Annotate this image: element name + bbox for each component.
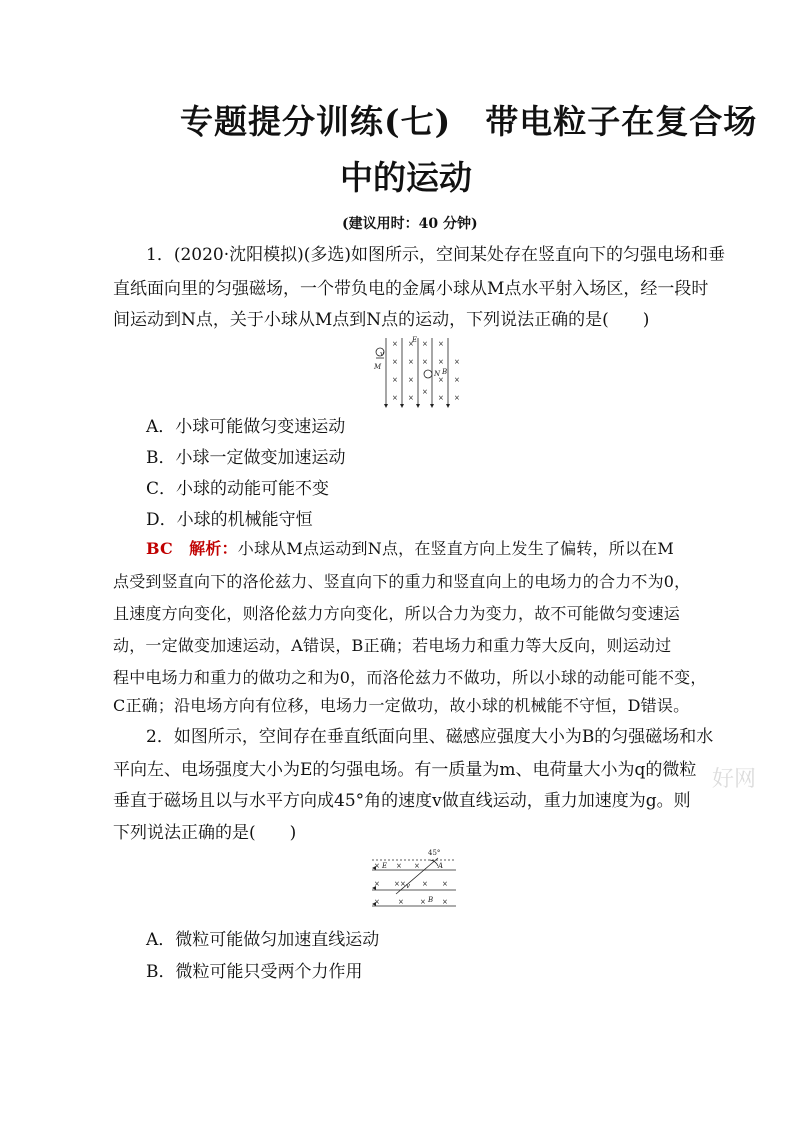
- q1-option-c: C．小球的动能可能不变: [146, 479, 330, 499]
- q1-cross: ×: [408, 358, 414, 366]
- q1-stem-line-1: 1．(2020·沈阳模拟)(多选)如图所示，空间某处存在竖直向下的匀强电场和垂: [146, 245, 726, 265]
- q2-option-a: A．微粒可能做匀加速直线运动: [146, 930, 380, 950]
- q2-cross: ×: [374, 862, 380, 870]
- q1-label-n: N: [434, 370, 441, 378]
- q1-label-b: B: [442, 368, 448, 376]
- q1-cross: ×: [422, 358, 428, 366]
- q2-label-b: B: [428, 896, 434, 904]
- q1-answer-tag: BC 解析：: [146, 539, 238, 558]
- q1-answer-line-3: 且速度方向变化，则洛伦兹力方向变化，所以合力为变力，故不可能做匀变速运: [113, 604, 681, 623]
- q1-answer-text-1: 小球从M点运动到N点，在竖直方向上发生了偏转，所以在M: [237, 539, 674, 558]
- q1-answer-line-6: C正确；沿电场方向有位移，电场力一定做功，故小球的机械能不守恒，D错误。: [113, 696, 690, 715]
- q2-stem-line-4: 下列说法正确的是( ): [113, 823, 297, 843]
- q1-answer-line-5: 程中电场力和重力的做功之和为0，而洛伦兹力不做功，所以小球的动能可能不变，: [113, 668, 707, 687]
- q1-cross: ×: [392, 376, 398, 384]
- watermark: 好网: [712, 767, 757, 792]
- q1-label-m: M: [374, 363, 382, 371]
- q1-stem-line-3: 间运动到N点，关于小球从M点到N点的运动，下列说法正确的是( ): [113, 310, 650, 330]
- q2-stem-line-3: 垂直于磁场且以与水平方向成45°角的速度v做直线运动，重力加速度为g。则: [113, 791, 691, 811]
- q1-option-d: D．小球的机械能守恒: [146, 510, 313, 530]
- q1-cross: ×: [454, 394, 460, 402]
- q2-cross: ×: [414, 862, 420, 870]
- q1-figure: [372, 334, 462, 410]
- q1-cross: ×: [422, 340, 428, 348]
- q2-label-v: v: [406, 882, 410, 890]
- q2-label-angle: 45°: [428, 849, 441, 857]
- q2-cross: ×: [442, 898, 448, 906]
- q1-cross: ×: [454, 358, 460, 366]
- q1-option-a: A．小球可能做匀变速运动: [146, 417, 346, 437]
- q2-cross: ×: [400, 880, 406, 888]
- q1-label-v: v: [380, 350, 384, 358]
- q1-cross: ×: [408, 376, 414, 384]
- q1-cross: ×: [408, 340, 414, 348]
- q2-cross: ×: [396, 862, 402, 870]
- q1-cross: ×: [392, 358, 398, 366]
- q1-stem-line-2: 直纸面向里的匀强磁场，一个带负电的金属小球从M点水平射入场区，经一段时: [113, 279, 709, 299]
- q1-cross: ×: [438, 394, 444, 402]
- page-title-line1: 专题提分训练(七) 带电粒子在复合场: [180, 102, 758, 141]
- q1-answer-line-2: 点受到竖直向下的洛伦兹力、竖直向下的重力和竖直向上的电场力的合力不为0，: [113, 572, 691, 591]
- q2-field-diagram: [366, 846, 460, 918]
- q1-cross: ×: [438, 358, 444, 366]
- q1-answer-line-1: [146, 536, 674, 559]
- q1-label-e: E: [412, 336, 418, 344]
- q2-cross: ×: [374, 898, 380, 906]
- q1-cross: ×: [422, 388, 428, 396]
- page-title-line2: 中的运动: [340, 158, 472, 197]
- q2-cross: ×: [420, 898, 426, 906]
- q1-cross: ×: [392, 394, 398, 402]
- q2-stem-line-1: 2．如图所示，空间存在垂直纸面向里、磁感应强度大小为B的匀强磁场和水: [146, 727, 714, 747]
- suggested-time: (建议用时：40 分钟): [342, 216, 478, 232]
- q1-ball-n-icon: [424, 370, 432, 378]
- q2-cross: ×: [398, 898, 404, 906]
- q1-field-diagram: [372, 334, 462, 410]
- q2-label-a: A: [438, 862, 444, 870]
- q1-cross: ×: [408, 394, 414, 402]
- q2-stem-line-2: 平向左、电场强度大小为E的匀强电场。有一质量为m、电荷量大小为q的微粒: [113, 760, 697, 780]
- q1-answer-line-4: 动，一定做变加速运动，A错误，B正确；若电场力和重力等大反向，则运动过: [113, 636, 672, 655]
- q1-cross: ×: [454, 376, 460, 384]
- q1-option-b: B．小球一定做变加速运动: [146, 448, 346, 468]
- q2-label-e: E: [382, 862, 388, 870]
- q2-figure: [366, 846, 460, 918]
- q2-cross: ×: [374, 880, 380, 888]
- q2-cross: ×: [422, 880, 428, 888]
- q1-cross: ×: [438, 340, 444, 348]
- q2-option-b: B．微粒可能只受两个力作用: [146, 962, 363, 982]
- q1-cross: ×: [438, 376, 444, 384]
- q2-cross: ×: [394, 880, 400, 888]
- q2-cross: ×: [442, 880, 448, 888]
- q1-cross: ×: [392, 340, 398, 348]
